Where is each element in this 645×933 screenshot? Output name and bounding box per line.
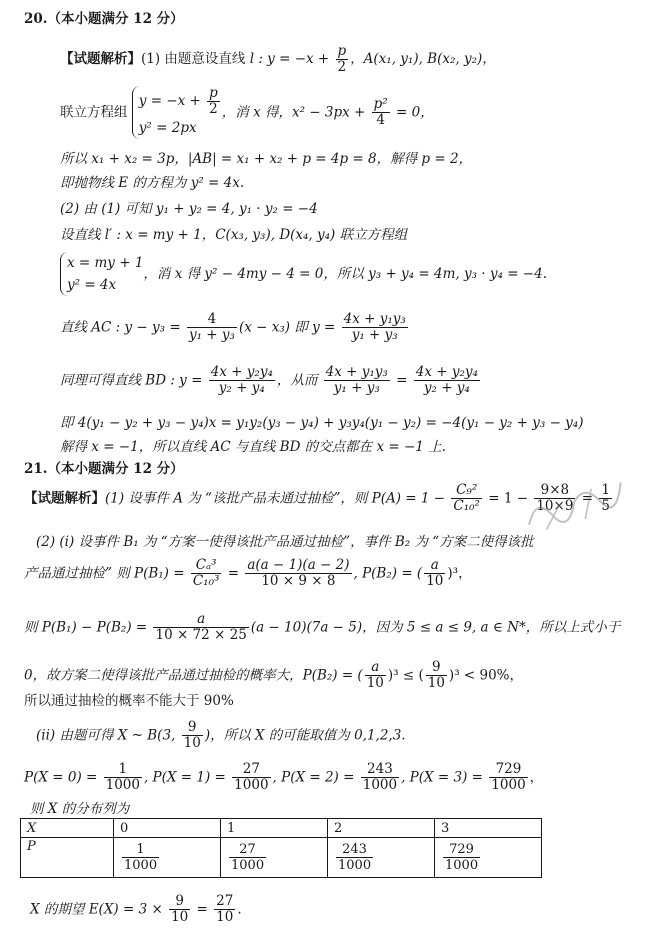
- q21-exp-a: X 的期望 E(X) = 3 ×: [30, 901, 168, 918]
- q21-p1-frac1: [451, 483, 482, 514]
- q20-ac-b: (x − x₃) 即 y =: [238, 319, 340, 336]
- distribution-table: [20, 818, 542, 878]
- frac-den: 10: [366, 675, 384, 691]
- q20-bd-frac2: [324, 365, 390, 396]
- q20-sys1-frac2: [372, 97, 390, 128]
- q21-p8-pre: , P(X = 2) =: [272, 769, 359, 786]
- q20-line9: 即 4(y₁ − y₂ + y₃ − y₄)x = y₁y₂(y₃ − y₄) + y₃y₄(y₁ − y₂) = −4(y₁ − y₂ + y₃ − y₄): [60, 415, 584, 431]
- q20-line6: 设直线 l′ : x = my + 1，C(x₃, y₃), D(x₄, y₄) 联立方程组: [60, 227, 408, 243]
- q21-p3-a: 产品通过抽检” 则 P(B₁) =: [24, 565, 189, 582]
- q21-p8-pre: , P(X = 3) =: [401, 769, 488, 786]
- q21-exp-frac2: [214, 894, 235, 925]
- frac-den: 1000: [124, 858, 158, 873]
- q20-sys1-row1: [139, 86, 222, 117]
- q20-sys1-row2: y² = 2px: [138, 120, 197, 136]
- frac-num: a(a − 1)(a − 2): [247, 557, 350, 573]
- frac-num: 1: [601, 482, 610, 498]
- table-cell: 1: [221, 819, 328, 838]
- frac-den: 2: [337, 59, 347, 75]
- frac-num: 243: [361, 762, 399, 778]
- frac-num: 1: [104, 762, 142, 778]
- frac-den: 5: [601, 498, 610, 514]
- q21-exp-frac1: [169, 894, 190, 925]
- q20-sys2-tail: ，消 x 得 y² − 4my − 4 = 0，所以 y₃ + y₄ = 4m, y₃ · y₄ = −4.: [143, 266, 547, 282]
- table-cell: X: [21, 819, 114, 838]
- q21-p5-b: )³ ≤ (: [387, 667, 424, 684]
- frac-num: 9: [426, 660, 447, 676]
- frac-den: y₁ + y₃: [188, 327, 235, 343]
- q21-p7-b: )，所以 X 的可能取值为 0,1,2,3.: [204, 727, 406, 744]
- frac-den: y₁ + y₃: [351, 327, 398, 343]
- frac-num: p: [209, 85, 218, 101]
- q20-line-ac: [60, 312, 410, 343]
- frac-num: 4x + y₂y₄: [415, 364, 478, 380]
- frac-den: 10 × 72 × 25: [155, 627, 247, 643]
- q21-p4: [24, 612, 620, 643]
- frac-num: 9: [182, 720, 203, 736]
- frac-num: a: [153, 612, 248, 628]
- frac-num: 4x + y₁y₃: [343, 311, 406, 327]
- frac-num: a: [365, 660, 386, 676]
- q20-sys1-label: 联立方程组: [60, 104, 128, 121]
- frac-num: 729: [443, 842, 480, 858]
- q21-p8-frac: [104, 762, 142, 793]
- frac-den: y₂ + y₄: [423, 380, 470, 396]
- frac-den: 1000: [234, 777, 269, 793]
- q21-p8-pre: , P(X = 1) =: [143, 769, 231, 786]
- q20-sys2-row1: x = my + 1: [67, 255, 144, 271]
- q21-p5-frac1: [365, 660, 386, 691]
- q21-p4-a: 则 P(B₁) − P(B₂) =: [24, 619, 152, 636]
- frac-num: 4x + y₁y₃: [325, 364, 388, 380]
- frac-num: 729: [489, 762, 527, 778]
- q20-line4: 即抛物线 E 的方程为 y² = 4x.: [60, 175, 245, 191]
- q21-p4-frac: [153, 612, 248, 643]
- q21-p7: [36, 720, 406, 751]
- q21-p1-b: = 1 −: [483, 490, 533, 507]
- table-cell: [221, 838, 328, 878]
- frac-num: 9×8: [534, 483, 575, 499]
- frac-num: 27: [229, 842, 266, 858]
- frac-num: 27: [232, 762, 270, 778]
- q20-bd-eq: =: [391, 372, 412, 389]
- q21-p5-a: 0，故方案二使得该批产品通过抽检的概率大，P(B₂) = (: [24, 667, 363, 684]
- table-row: [21, 819, 542, 838]
- handwriting-watermark: [515, 461, 645, 546]
- frac-den: 10: [183, 735, 201, 751]
- frac-num: 243: [336, 842, 373, 858]
- q20-line3: 所以 x₁ + x₂ = 3p，|AB| = x₁ + x₂ + p = 4p = 8，解得 p = 2，: [60, 151, 473, 167]
- q20-system1: [60, 86, 434, 139]
- frac-den: y₁ + y₃: [333, 380, 380, 396]
- frac-den: 10: [171, 909, 189, 925]
- frac-num: p: [337, 43, 347, 59]
- frac-num: p²: [373, 96, 388, 112]
- table-cell: [328, 838, 435, 878]
- q21-p5-frac2: [426, 660, 447, 691]
- q21-p4-b: (a − 10)(7a − 5)，因为 5 ≤ a ≤ 9, a ∈ N*，所以上式小于: [250, 619, 621, 636]
- q20-line5: (2) 由 (1) 可知 y₁ + y₂ = 4, y₁ · y₂ = −4: [60, 201, 318, 217]
- q21-p7-frac: [182, 720, 203, 751]
- q20-bd-a: 同理可得直线 BD : y =: [60, 372, 207, 389]
- q20-l1-frac: [336, 44, 349, 75]
- frac-den: 10: [426, 573, 444, 589]
- table-cell: 0: [114, 819, 221, 838]
- frac-num: a: [424, 558, 445, 574]
- frac-den: 1000: [362, 777, 398, 793]
- q21-p3-b: , P(B₂) = (: [353, 565, 423, 582]
- q20-system2: [60, 252, 547, 296]
- q20-sys2-brace: [60, 252, 143, 296]
- frac-den: y₂ + y₄: [218, 380, 265, 396]
- q20-tag: 【试题解析】: [60, 51, 141, 67]
- frac-num: 9: [169, 894, 190, 910]
- frac-den: 4: [376, 112, 385, 128]
- q21-p1-c: =: [577, 490, 598, 507]
- q21-exp-c: .: [237, 901, 242, 918]
- q21-p8-frac: [232, 762, 270, 793]
- q21-p8-end: ，: [529, 769, 544, 786]
- q21-p9: 则 X 的分布列为: [30, 801, 130, 817]
- frac-den: C₁₀²: [453, 498, 480, 514]
- q20-sys1-end: = 0，: [391, 104, 434, 121]
- q20-l1-math: l : y = −x +: [249, 51, 334, 67]
- q21-p3-frac3: [424, 558, 445, 589]
- frac-num: Cₐ³: [191, 558, 222, 574]
- frac-den: 1000: [491, 777, 526, 793]
- frac-den: 10 × 9 × 8: [261, 573, 336, 589]
- frac-den: 10: [427, 675, 445, 691]
- table-cell: 3: [435, 819, 542, 838]
- q20-line-bd: [60, 365, 482, 396]
- q20-ac-frac2: [342, 312, 408, 343]
- q20-sys1-brace: [132, 86, 222, 139]
- q20-bd-frac3: [414, 365, 480, 396]
- q20-line1: [60, 44, 496, 75]
- q21-expectation: [30, 894, 242, 925]
- q21-p5: [24, 660, 523, 691]
- q21-p3-frac1: [191, 558, 222, 589]
- q21-p6: 所以通过抽检的概率不能大于 90%: [24, 693, 234, 709]
- frac-den: 1000: [105, 777, 140, 793]
- q21-exp-b: =: [192, 901, 213, 918]
- q21-p8: [24, 762, 543, 793]
- q21-p1-a: (1) 设事件 A 为 “该批产品未通过抽检”，则 P(A) = 1 −: [105, 490, 450, 507]
- frac-den: 2: [209, 101, 218, 117]
- q21-tag: 【试题解析】: [24, 490, 105, 507]
- q21-p8-frac: [489, 762, 527, 793]
- q20-line10: 解得 x = −1，所以直线 AC 与直线 BD 的交点都在 x = −1 上.: [60, 439, 446, 455]
- table-cell: [435, 838, 542, 878]
- q20-l1-text: (1) 由题意设直线: [141, 51, 250, 67]
- frac-num: 4: [187, 312, 237, 328]
- table-cell: 2: [328, 819, 435, 838]
- q21-p3-eq: =: [223, 565, 244, 582]
- q21-p8-pre: P(X = 0) =: [24, 769, 102, 786]
- frac-den: C₁₀³: [192, 573, 220, 589]
- frac-den: 1000: [445, 858, 479, 873]
- q21-p7-a: (ii) 由题可得 X ~ B(3,: [36, 727, 180, 744]
- frac-den: 10×9: [536, 498, 574, 514]
- q21-header: 21.（本小题满分 12 分）: [24, 461, 184, 477]
- frac-num: C₉²: [451, 483, 482, 499]
- sys-row-text: y = −x +: [138, 93, 206, 109]
- frac-num: 27: [216, 893, 234, 909]
- q20-header: 20.（本小题满分 12 分）: [24, 11, 184, 27]
- q21-p2: (2) (i) 设事件 B₁ 为 “方案一使得该批产品通过抽检”，事件 B₂ 为 “方案二使得该批: [36, 534, 534, 550]
- frac-den: 10: [216, 909, 234, 925]
- q21-p3: [24, 558, 472, 589]
- q20-ac-a: 直线 AC : y − y₃ =: [60, 319, 185, 336]
- q20-bd-frac1: [209, 365, 275, 396]
- table-cell: [114, 838, 221, 878]
- q21-p8-frac: [361, 762, 399, 793]
- table-cell: P: [21, 838, 114, 878]
- q20-sys2-row2: y² = 4x: [67, 277, 117, 293]
- frac-num: 4x + y₂y₄: [210, 364, 273, 380]
- q21-p3-frac2: [245, 558, 351, 589]
- q20-sys1-mid: ，消 x 得，x² − 3px +: [221, 104, 370, 121]
- q21-p3-c: )³，: [447, 565, 472, 582]
- scribble-icon: [515, 464, 634, 542]
- q21-p5-c: )³ < 90%，: [448, 667, 524, 684]
- frac-den: 1000: [338, 858, 372, 873]
- frac-den: 1000: [231, 858, 265, 873]
- q20-sys1-frac: [207, 86, 220, 117]
- q20-l1-tail: ，A(x₁, y₁), B(x₂, y₂)，: [350, 51, 496, 67]
- frac-num: 1: [122, 842, 159, 858]
- q20-ac-frac1: [187, 312, 237, 343]
- q20-bd-b: ，从而: [276, 372, 322, 389]
- table-row: [21, 838, 542, 878]
